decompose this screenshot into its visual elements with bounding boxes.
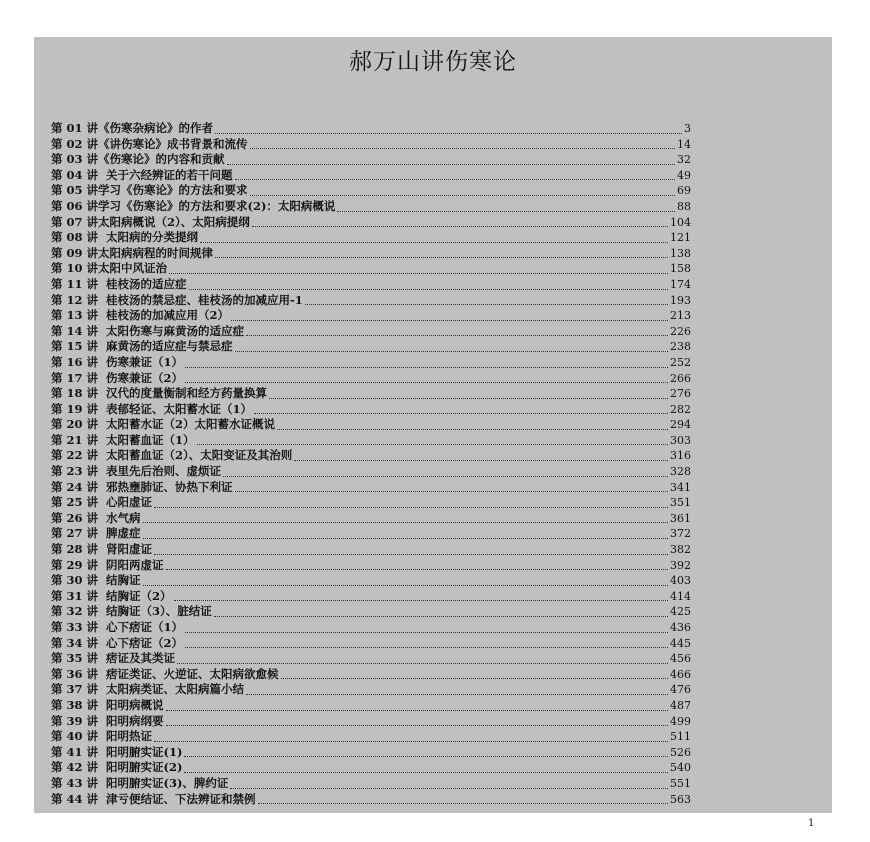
toc-dot-leader [227,163,675,165]
toc-lecture-number: 第 40 讲 [51,729,99,744]
toc-lecture-title: 表郁轻证、太阳蓄水证（1） [98,401,253,416]
toc-lecture-number: 第 17 讲 [51,370,99,385]
toc-page-number: 69 [677,184,691,198]
toc-page-number: 213 [670,309,691,323]
toc-lecture-number: 第 16 讲 [51,354,99,369]
toc-lecture-number: 第 27 讲 [51,526,99,541]
toc-page-number: 392 [670,558,691,572]
toc-page-number: 14 [677,137,691,151]
toc-lecture-number: 第 11 讲 [51,276,99,291]
toc-lecture-title: 阳明腑实证(3)、脾约证 [98,775,229,790]
toc-dot-leader [235,490,668,492]
toc-lecture-number: 第 39 讲 [51,713,99,728]
toc-lecture-number: 第 33 讲 [51,620,99,634]
toc-page-number: 328 [670,465,691,479]
toc-dot-leader [235,350,668,352]
toc-lecture-title: 伤寒兼证（1） [98,354,184,369]
toc-page-number: 104 [670,215,691,229]
toc-dot-leader [184,771,668,773]
toc-lecture-title: 脾虚症 [98,526,141,541]
toc-lecture-title: 太阳蓄水证（2）太阳蓄水证概说 [98,417,276,432]
toc-lecture-title: 肾阳虚证 [98,542,153,557]
toc-entry[interactable] [51,448,691,464]
toc-lecture-title: 太阳病概说（2）、太阳病提纲 [98,214,250,229]
toc-page-number: 294 [670,418,691,432]
toc-entry[interactable] [51,152,691,168]
toc-lecture-title: 《伤寒论》的内容和贡献 [98,152,225,167]
toc-lecture-title: 学习《伤寒论》的方法和要求(2)：太阳病概说 [98,198,336,213]
document-title: 郝万山讲伤寒论 [349,49,517,75]
toc-dot-leader [200,241,668,243]
toc-lecture-title: 痞证类证、火逆证、太阳病欲愈候 [98,666,279,681]
toc-lecture-title: 心下痞证（2） [98,635,184,650]
toc-dot-leader [184,755,668,757]
toc-lecture-number: 第 07 讲 [51,214,99,229]
toc-dot-leader [143,584,668,586]
toc-lecture-number: 第 42 讲 [51,760,99,775]
toc-dot-leader [189,288,668,290]
toc-entry[interactable] [51,246,691,262]
toc-lecture-title: 阳明腑实证(2) [98,760,183,775]
toc-entry[interactable] [51,729,691,745]
toc-lecture-title: 结胸证（3）、脏结证 [98,604,212,619]
toc-lecture-title: 太阳病病程的时间规律 [98,245,214,260]
toc-page-number: 476 [670,683,691,697]
toc-entry[interactable] [51,714,691,730]
toc-lecture-title: 邪热壅肺证、协热下利证 [98,479,233,494]
toc-dot-leader [143,537,668,539]
toc-dot-leader [166,709,668,711]
toc-lecture-title: 太阳蓄血证（2）、太阳变证及其治则 [98,448,293,463]
toc-lecture-title: 太阳病类证、太阳病篇小结 [98,682,245,697]
toc-entry[interactable] [51,355,691,371]
toc-entry[interactable] [51,792,691,808]
toc-lecture-title: 阳明热证 [98,729,153,744]
toc-lecture-number: 第 03 讲 [51,152,99,167]
toc-lecture-title: 阳明病概说 [98,697,164,712]
toc-lecture-number: 第 05 讲 [51,183,99,198]
toc-lecture-title: 《讲伤寒论》成书背景和流传 [98,136,248,151]
toc-page-number: 540 [670,761,691,775]
toc-dot-leader [143,521,668,523]
toc-entry[interactable] [51,620,691,636]
toc-page-number: 563 [670,792,691,806]
toc-lecture-number: 第 15 讲 [51,339,99,354]
toc-page-number: 238 [670,340,691,354]
toc-dot-leader [174,599,668,601]
toc-page-number: 414 [670,589,691,603]
toc-lecture-number: 第 38 讲 [51,697,99,712]
toc-page-number: 511 [670,730,691,744]
toc-lecture-number: 第 28 讲 [51,542,99,557]
toc-page-number: 526 [670,745,691,759]
toc-dot-leader [231,319,668,321]
toc-lecture-title: 桂枝汤的加减应用（2） [98,308,230,323]
toc-lecture-title: 心下痞证（1） [98,620,184,634]
toc-page-number: 276 [670,387,691,401]
toc-page-number: 425 [670,605,691,619]
toc-lecture-number: 第 21 讲 [51,432,99,447]
toc-page-number: 303 [670,433,691,447]
toc-entry[interactable] [51,636,691,652]
toc-lecture-title: 心阳虚证 [98,495,153,510]
toc-lecture-title: 阳明腑实证(1) [98,744,183,759]
toc-entry[interactable] [51,745,691,761]
toc-entry[interactable] [51,293,691,309]
toc-page-number: 252 [670,355,691,369]
toc-lecture-title: 学习《伤寒论》的方法和要求 [98,183,248,198]
toc-entry[interactable] [51,495,691,511]
toc-lecture-number: 第 37 讲 [51,682,99,697]
toc-page-number: 351 [670,496,691,510]
toc-page-number: 382 [670,543,691,557]
toc-dot-leader [269,397,668,399]
toc-page-number: 174 [670,277,691,291]
toc-entry[interactable] [51,667,691,683]
toc-dot-leader [214,615,668,617]
toc-dot-leader [294,459,668,461]
toc-lecture-number: 第 24 讲 [51,479,99,494]
toc-entry[interactable] [51,480,691,496]
toc-page-number: 138 [670,246,691,260]
toc-page-number: 341 [670,480,691,494]
toc-entry[interactable] [51,215,691,231]
toc-lecture-title: 水气病 [98,510,141,525]
toc-lecture-number: 第 30 讲 [51,573,99,588]
toc-lecture-title: 阴阳两虚证 [98,557,164,572]
toc-lecture-number: 第 01 讲 [51,121,99,135]
toc-dot-leader [246,334,668,336]
toc-dot-leader [215,132,682,134]
toc-lecture-title: 麻黄汤的适应症与禁忌症 [98,339,233,354]
toc-dot-leader [230,787,668,789]
toc-page-number: 436 [670,621,691,634]
toc-entry[interactable] [51,199,691,215]
toc-page-number: 88 [677,199,691,213]
toc-lecture-number: 第 25 讲 [51,495,99,510]
toc-lecture-number: 第 18 讲 [51,386,99,401]
toc-lecture-number: 第 09 讲 [51,245,99,260]
toc-page-number: 372 [670,527,691,541]
toc-page-number: 445 [670,636,691,650]
toc-dot-leader [166,568,668,570]
toc-page-number: 551 [670,776,691,790]
toc-dot-leader [254,412,668,414]
toc-lecture-number: 第 10 讲 [51,261,99,276]
toc-dot-leader [185,381,668,383]
toc-dot-leader [185,366,668,368]
toc-lecture-title: 汉代的度量衡制和经方药量换算 [98,386,268,401]
toc-page-number: 361 [670,511,691,525]
toc-dot-leader [250,194,675,196]
toc-entry[interactable] [51,526,691,542]
toc-lecture-number: 第 43 讲 [51,775,99,790]
toc-lecture-number: 第 32 讲 [51,604,99,619]
toc-lecture-title: 桂枝汤的适应症 [98,276,187,291]
toc-dot-leader [215,256,668,258]
toc-lecture-number: 第 22 讲 [51,448,99,463]
toc-lecture-title: 津亏便结证、下法辨证和禁例 [98,791,256,806]
toc-entry[interactable] [51,760,691,776]
toc-lecture-title: 太阳蓄血证（1） [98,432,195,447]
toc-dot-leader [154,506,668,508]
toc-lecture-title: 桂枝汤的禁忌症、桂枝汤的加减应用-1 [98,292,303,307]
toc-page-number: 49 [677,168,691,182]
toc-page-number: 32 [677,153,691,167]
toc-entry[interactable] [51,417,691,433]
toc-lecture-number: 第 26 讲 [51,510,99,525]
toc-entry[interactable] [51,433,691,449]
toc-entry[interactable] [51,511,691,527]
toc-page-number: 499 [670,714,691,728]
toc-entry[interactable] [51,183,691,199]
toc-lecture-title: 伤寒兼证（2） [98,370,184,385]
toc-page-number: 456 [670,652,691,666]
toc-dot-leader [246,693,668,695]
toc-page-number: 466 [670,667,691,681]
toc-lecture-number: 第 19 讲 [51,401,99,416]
toc-lecture-title: 关于六经辨证的若干问题 [98,167,233,182]
toc-dot-leader [166,724,668,726]
toc-lecture-number: 第 13 讲 [51,308,99,323]
toc-entry[interactable] [51,542,691,558]
document-page [34,37,832,813]
toc-lecture-number: 第 36 讲 [51,666,99,681]
toc-lecture-number: 第 12 讲 [51,292,99,307]
toc-lecture-number: 第 20 讲 [51,417,99,432]
toc-lecture-number: 第 31 讲 [51,588,99,603]
toc-page-number: 193 [670,293,691,307]
toc-lecture-number: 第 44 讲 [51,791,99,806]
toc-page-number: 487 [670,698,691,712]
toc-lecture-number: 第 29 讲 [51,557,99,572]
toc-entry[interactable] [51,168,691,184]
toc-lecture-title: 太阳伤寒与麻黄汤的适应症 [98,323,245,338]
toc-entry[interactable] [51,589,691,605]
toc-lecture-number: 第 14 讲 [51,323,99,338]
toc-entry[interactable] [51,386,691,402]
toc-lecture-title: 表里先后治则、虚烦证 [98,464,222,479]
toc-page-number: 282 [670,402,691,416]
toc-page-number: 158 [670,262,691,276]
toc-entry[interactable] [51,558,691,574]
toc-dot-leader [154,740,668,742]
toc-entry[interactable] [51,308,691,324]
toc-lecture-number: 第 02 讲 [51,136,99,151]
toc-lecture-title: 阳明病纲要 [98,713,164,728]
toc-dot-leader [305,303,668,305]
toc-entry[interactable] [51,324,691,340]
toc-dot-leader [185,631,668,633]
toc-entry[interactable] [51,682,691,698]
toc-entry[interactable] [51,402,691,418]
toc-lecture-number: 第 06 讲 [51,198,99,213]
toc-lecture-title: 结胸证 [98,573,141,588]
toc-lecture-number: 第 08 讲 [51,230,99,245]
toc-lecture-title: 《伤寒杂病论》的作者 [98,121,214,135]
toc-dot-leader [154,553,668,555]
toc-page-number: 3 [684,122,691,135]
toc-dot-leader [197,443,668,445]
toc-entry[interactable] [51,698,691,714]
toc-entry[interactable] [51,573,691,589]
toc-entry[interactable] [51,651,691,667]
toc-entry[interactable] [51,261,691,277]
toc-dot-leader [250,147,675,149]
toc-page-number: 226 [670,324,691,338]
toc-page-number: 316 [670,449,691,463]
toc-lecture-number: 第 41 讲 [51,744,99,759]
toc-lecture-title: 痞证及其类证 [98,651,176,666]
toc-lecture-number: 第 34 讲 [51,635,99,650]
toc-entry[interactable] [51,776,691,792]
toc-dot-leader [185,646,668,648]
toc-entry[interactable] [51,464,691,480]
toc-lecture-number: 第 23 讲 [51,464,99,479]
toc-dot-leader [252,225,668,227]
toc-entry[interactable] [51,137,691,153]
toc-dot-leader [258,802,668,804]
toc-entry[interactable] [51,604,691,620]
table-of-contents [51,121,691,807]
toc-dot-leader [223,475,668,477]
toc-dot-leader [337,210,675,212]
toc-lecture-number: 第 35 讲 [51,651,99,666]
toc-entry[interactable] [51,230,691,246]
toc-page-number: 403 [670,574,691,588]
toc-dot-leader [277,428,668,430]
toc-lecture-title: 结胸证（2） [98,588,172,603]
toc-lecture-number: 第 04 讲 [51,167,99,182]
toc-entry[interactable] [51,277,691,293]
toc-dot-leader [281,677,668,679]
toc-lecture-title: 太阳病的分类提纲 [98,230,199,245]
toc-entry[interactable] [51,121,691,137]
toc-entry[interactable] [51,371,691,387]
toc-page-number: 266 [670,371,691,385]
page-number: 1 [808,818,815,829]
toc-lecture-title: 太阳中风证治 [98,261,168,276]
toc-dot-leader [235,178,675,180]
toc-dot-leader [177,662,668,664]
toc-page-number: 121 [670,231,691,245]
toc-entry[interactable] [51,339,691,355]
toc-dot-leader [169,272,668,274]
